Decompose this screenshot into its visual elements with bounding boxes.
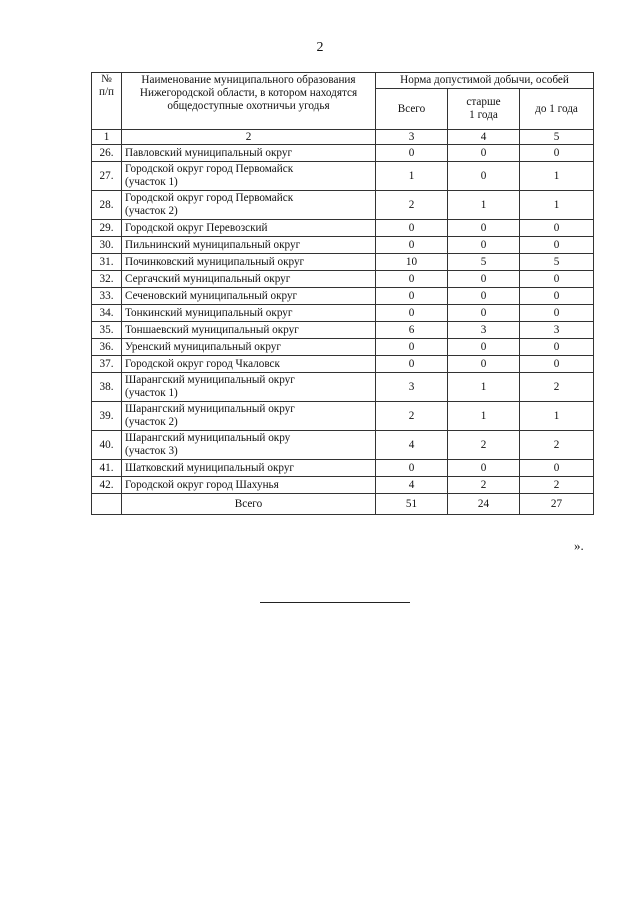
- table-row: [92, 373, 594, 402]
- municipality-name-cell: Пильнинский муниципальный округ: [122, 237, 376, 254]
- closing-quote: ».: [574, 538, 584, 553]
- total-cell: 0: [376, 271, 448, 288]
- grand-total-row: [92, 494, 594, 515]
- grand-total-younger: 27: [520, 494, 594, 515]
- total-cell: 3: [376, 373, 448, 402]
- total-cell: 0: [376, 460, 448, 477]
- column-index-cell: 5: [520, 130, 594, 145]
- municipality-name-cell: Тонкинский муниципальный округ: [122, 305, 376, 322]
- municipality-name-cell: Городской округ город Первомайск (участок 1): [122, 162, 376, 191]
- younger-cell: 0: [520, 288, 594, 305]
- older-cell: 0: [448, 271, 520, 288]
- younger-cell: 1: [520, 402, 594, 431]
- table-row: [92, 477, 594, 494]
- municipality-name-cell: Шарангский муниципальный окру (участок 3): [122, 431, 376, 460]
- table-row: [92, 322, 594, 339]
- younger-cell: 1: [520, 191, 594, 220]
- header-older-1-year: старше 1 года: [448, 89, 520, 130]
- grand-total-label: Всего: [122, 494, 376, 515]
- older-cell: 3: [448, 322, 520, 339]
- older-cell: 0: [448, 162, 520, 191]
- row-number-cell: 26.: [92, 145, 122, 162]
- row-number-cell: 37.: [92, 356, 122, 373]
- signature-line: [260, 602, 410, 603]
- row-number-cell: 30.: [92, 237, 122, 254]
- grand-total-empty-cell: [92, 494, 122, 515]
- older-cell: 0: [448, 460, 520, 477]
- row-number-cell: 35.: [92, 322, 122, 339]
- older-cell: 0: [448, 305, 520, 322]
- older-cell: 5: [448, 254, 520, 271]
- table-row: [92, 356, 594, 373]
- younger-cell: 0: [520, 305, 594, 322]
- municipality-name-cell: Городской округ город Первомайск (участок 2): [122, 191, 376, 220]
- municipality-name-cell: Городской округ город Чкаловск: [122, 356, 376, 373]
- municipality-name-cell: Шарангский муниципальный округ (участок 1): [122, 373, 376, 402]
- municipality-name-cell: Тоншаевский муниципальный округ: [122, 322, 376, 339]
- older-cell: 2: [448, 431, 520, 460]
- total-cell: 2: [376, 402, 448, 431]
- municipality-name-cell: Городской округ город Шахунья: [122, 477, 376, 494]
- table-body: [92, 130, 594, 494]
- younger-cell: 2: [520, 477, 594, 494]
- table-row: [92, 220, 594, 237]
- table-row: [92, 402, 594, 431]
- table-row: [92, 460, 594, 477]
- table-row: [92, 339, 594, 356]
- table-row: [92, 271, 594, 288]
- total-cell: 0: [376, 288, 448, 305]
- younger-cell: 2: [520, 431, 594, 460]
- total-cell: 6: [376, 322, 448, 339]
- grand-total-older: 24: [448, 494, 520, 515]
- municipality-name-cell: Шатковский муниципальный округ: [122, 460, 376, 477]
- younger-cell: 1: [520, 162, 594, 191]
- younger-cell: 0: [520, 339, 594, 356]
- municipality-name-cell: Починковский муниципальный округ: [122, 254, 376, 271]
- header-municipality-name: Наименование муниципального образования Нижегородской области, в котором находятся общедоступные охотничьи угодья: [122, 73, 376, 130]
- total-cell: 0: [376, 339, 448, 356]
- older-cell: 0: [448, 237, 520, 254]
- younger-cell: 0: [520, 237, 594, 254]
- municipality-name-cell: Сеченовский муниципальный округ: [122, 288, 376, 305]
- total-cell: 0: [376, 356, 448, 373]
- total-cell: 2: [376, 191, 448, 220]
- younger-cell: 0: [520, 271, 594, 288]
- column-index-cell: 4: [448, 130, 520, 145]
- hunting-quota-table: [91, 72, 594, 515]
- total-cell: 10: [376, 254, 448, 271]
- table-row: [92, 431, 594, 460]
- row-number-cell: 38.: [92, 373, 122, 402]
- row-number-cell: 36.: [92, 339, 122, 356]
- younger-cell: 0: [520, 356, 594, 373]
- younger-cell: 3: [520, 322, 594, 339]
- older-cell: 0: [448, 356, 520, 373]
- table-row: [92, 237, 594, 254]
- total-cell: 0: [376, 145, 448, 162]
- municipality-name-cell: Сергачский муниципальный округ: [122, 271, 376, 288]
- total-cell: 4: [376, 477, 448, 494]
- municipality-name-cell: Уренский муниципальный округ: [122, 339, 376, 356]
- column-index-cell: 1: [92, 130, 122, 145]
- table-row: [92, 288, 594, 305]
- older-cell: 0: [448, 288, 520, 305]
- table-row: [92, 305, 594, 322]
- row-number-cell: 42.: [92, 477, 122, 494]
- column-index-cell: 3: [376, 130, 448, 145]
- header-norm: Норма допустимой добычи, особей: [376, 73, 594, 89]
- older-cell: 1: [448, 402, 520, 431]
- row-number-cell: 32.: [92, 271, 122, 288]
- row-number-cell: 29.: [92, 220, 122, 237]
- municipality-name-cell: Шарангский муниципальный округ (участок 2): [122, 402, 376, 431]
- older-cell: 1: [448, 373, 520, 402]
- total-cell: 0: [376, 237, 448, 254]
- younger-cell: 0: [520, 460, 594, 477]
- header-row-number: № п/п: [92, 73, 122, 130]
- table-row: [92, 254, 594, 271]
- total-cell: 0: [376, 220, 448, 237]
- row-number-cell: 40.: [92, 431, 122, 460]
- older-cell: 0: [448, 145, 520, 162]
- municipality-name-cell: Павловский муниципальный округ: [122, 145, 376, 162]
- header-under-1-year: до 1 года: [520, 89, 594, 130]
- row-number-cell: 28.: [92, 191, 122, 220]
- total-cell: 1: [376, 162, 448, 191]
- total-cell: 4: [376, 431, 448, 460]
- page-number: 2: [316, 40, 324, 55]
- total-cell: 0: [376, 305, 448, 322]
- older-cell: 0: [448, 220, 520, 237]
- column-index-row: [92, 130, 594, 145]
- municipality-name-cell: Городской округ Перевозский: [122, 220, 376, 237]
- table-row: [92, 191, 594, 220]
- row-number-cell: 33.: [92, 288, 122, 305]
- table-row: [92, 145, 594, 162]
- row-number-cell: 39.: [92, 402, 122, 431]
- row-number-cell: 34.: [92, 305, 122, 322]
- row-number-cell: 41.: [92, 460, 122, 477]
- younger-cell: 2: [520, 373, 594, 402]
- row-number-cell: 31.: [92, 254, 122, 271]
- grand-total-total: 51: [376, 494, 448, 515]
- row-number-cell: 27.: [92, 162, 122, 191]
- younger-cell: 0: [520, 145, 594, 162]
- column-index-cell: 2: [122, 130, 376, 145]
- younger-cell: 5: [520, 254, 594, 271]
- older-cell: 1: [448, 191, 520, 220]
- header-total: Всего: [376, 89, 448, 130]
- older-cell: 2: [448, 477, 520, 494]
- younger-cell: 0: [520, 220, 594, 237]
- older-cell: 0: [448, 339, 520, 356]
- table-row: [92, 162, 594, 191]
